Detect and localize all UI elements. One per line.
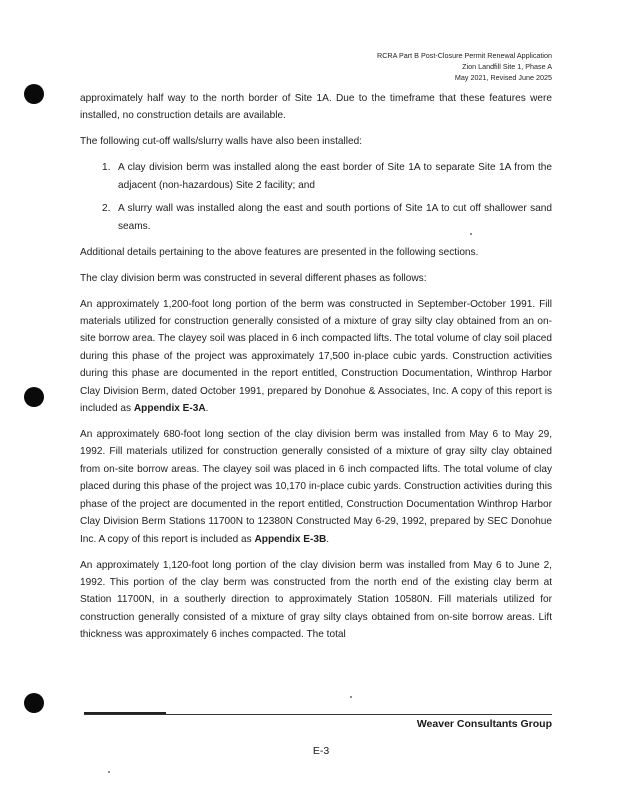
numbered-list — [80, 159, 552, 235]
list-item-number: 2. — [102, 203, 111, 215]
footer-rule — [84, 714, 552, 715]
list-item-text: A slurry wall was installed along the east and south portions of Site 1A to cut off shallower sand seams. — [118, 203, 552, 232]
scan-speck — [350, 696, 352, 698]
page-body — [80, 90, 552, 652]
appendix-reference: Appendix E-3A — [133, 403, 206, 415]
scan-speck — [470, 233, 472, 235]
punch-hole-bottom — [24, 693, 44, 713]
appendix-reference: Appendix E-3B — [254, 533, 327, 545]
header-line-2: Zion Landfill Site 1, Phase A — [462, 62, 552, 71]
paragraph-end: . — [326, 533, 330, 545]
paragraph — [80, 426, 552, 548]
header-line-3: May 2021, Revised June 2025 — [454, 73, 552, 82]
punch-hole-top — [24, 84, 44, 104]
document-header — [377, 50, 552, 83]
list-item-text: A clay division berm was installed along the east border of Site 1A to separate Site 1A from the adjacent (non-hazardous) Site 2 facility; and — [118, 162, 552, 191]
paragraph: An approximately 1,120-foot long portion of the clay division berm was installed from May 6 to June 2, 1992. This portion of the clay berm was constructed from the north end of the existing clay berm at Station 11700N, in a southerly direction to approximately Station 10580N. Fill materials utilized for construction generally consisted of a mixture of gray silty clays obtained from on-site borrow areas. Lift thickness was approximately 6 inches compacted. The total — [80, 559, 552, 641]
paragraph: Additional details pertaining to the above features are presented in the following sections. — [80, 246, 479, 258]
paragraph: The following cut-off walls/slurry walls have also been installed: — [80, 136, 363, 148]
paragraph: approximately half way to the north border of Site 1A. Due to the timeframe that these features were installed, no construction details are available. — [80, 93, 552, 122]
paragraph — [80, 296, 552, 418]
list-item-number: 1. — [102, 162, 111, 174]
header-line-1: RCRA Part B Post-Closure Permit Renewal Application — [377, 51, 552, 60]
paragraph-end: . — [205, 403, 209, 415]
paragraph-text: An approximately 1,200-foot long portion of the berm was constructed in September-October 1991. Fill materials utilized for construction generally consisted of a mixture of gray silty clay obtained from an on-site borrow area. The clayey soil was placed in 6 inch compacted lifts. The total volume of clay soil placed during this phase of the project was approximately 17,500 in-place cubic yards. Construction activities during this phase are documented in the report entitled, Construction Documentation, Winthrop Harbor Clay Division Berm, dated October 1991, prepared by Donohue & Associates, Inc. A copy of this report is included as — [80, 298, 552, 415]
footer-company-name: Weaver Consultants Group — [416, 718, 552, 730]
punch-hole-middle — [24, 387, 44, 407]
list-item — [80, 200, 552, 235]
paragraph-text: An approximately 680-foot long section of the clay division berm was installed from May 6 to May 29, 1992. Fill materials utilized for construction generally consisted of a mixture of gray silty clay obtained from on-site borrow areas. The clayey soil was placed in 6 inch compacted lifts. The total volume of clay placed during this phase of the project was 10,170 in-place cubic yards. Construction activities during this phase of the project are documented in the report entitled, Construction Documentation Winthrop Harbor Clay Division Berm Stations 11700N to 12380N Constructed May 6-29, 1992, prepared by SEC Donohue Inc. A copy of this report is included as — [80, 429, 552, 545]
scan-speck — [108, 771, 110, 773]
paragraph: The clay division berm was constructed in several different phases as follows: — [80, 272, 427, 284]
page-number: E-3 — [312, 745, 330, 757]
list-item — [80, 159, 552, 194]
